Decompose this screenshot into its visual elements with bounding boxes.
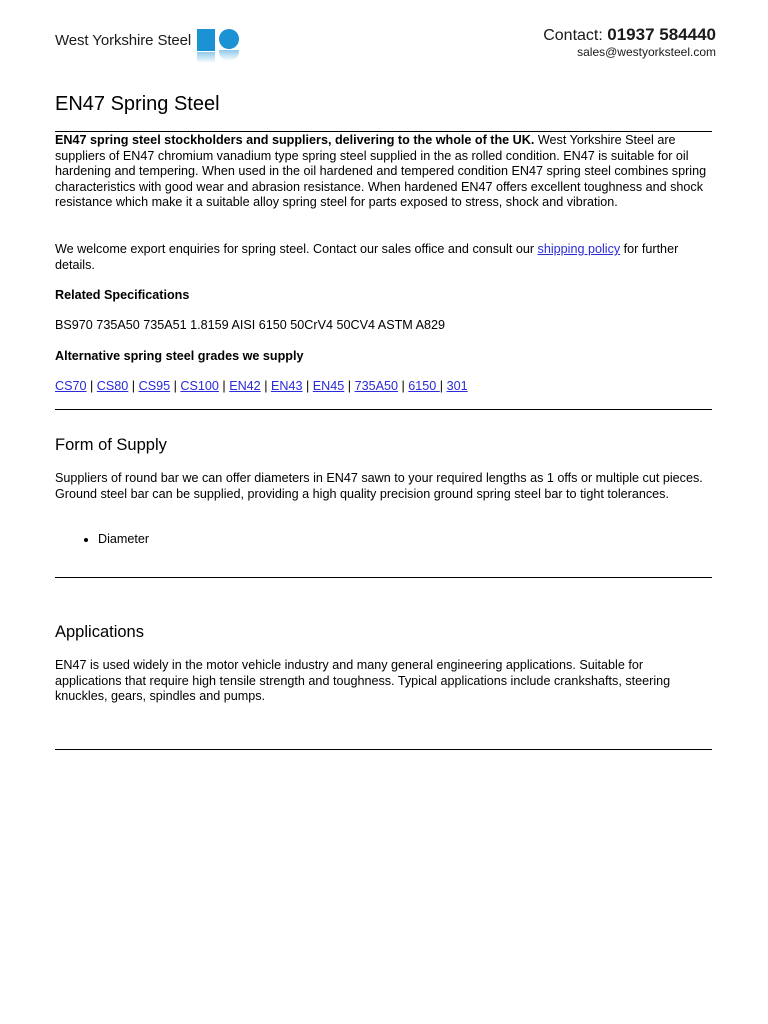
- alternatives-heading-block: [55, 349, 712, 365]
- intro-text: West Yorkshire Steel are suppliers of EN47 chromium vanadium type spring steel supplied in the as rolled condition. EN47 is suitable for oil hardening and tempering. When used in the oil hardened and tempered condition EN47 spring steel combines spring characteristics with good wear and abrasion resistance. When hardened EN47 offers excellent toughness and shock resistance which make it a suitable alloy spring steel for parts exposed to stress, shock and vibration.: [55, 133, 707, 209]
- applications-text: EN47 is used widely in the motor vehicle industry and many general engineering applications. Suitable for applications that require high tensile strength and toughness. Typical applications include crankshafts, steering knuckles, gears, spindles and pumps.: [55, 658, 671, 703]
- related-heading-block: [55, 288, 712, 304]
- header: [55, 0, 716, 70]
- contact-block: [543, 25, 716, 59]
- intro-lead: EN47 spring steel stockholders and suppliers, delivering to the whole of the UK.: [55, 133, 535, 147]
- divider: [55, 131, 712, 132]
- link-separator: |: [439, 379, 447, 393]
- applications-heading: Applications: [55, 623, 144, 641]
- supply-paragraph: [55, 471, 712, 502]
- company-logo[interactable]: [55, 29, 243, 65]
- grade-link-cs95[interactable]: CS95: [138, 379, 171, 393]
- supply-heading: Form of Supply: [55, 436, 167, 454]
- contact-email[interactable]: sales@westyorksteel.com: [577, 45, 716, 59]
- related-specs: [55, 318, 712, 334]
- link-separator: |: [344, 379, 355, 393]
- company-name: West Yorkshire Steel: [55, 32, 192, 49]
- link-separator: |: [128, 379, 139, 393]
- logo-mark-icon: [197, 29, 243, 65]
- export-paragraph: [55, 242, 712, 273]
- export-text-after: for further details.: [55, 242, 679, 272]
- link-separator: |: [170, 379, 181, 393]
- grade-links-row: [55, 379, 712, 395]
- divider: [55, 749, 712, 750]
- page: [55, 0, 716, 703]
- contact-label: Contact:: [543, 27, 603, 44]
- related-specs-text: BS970 735A50 735A51 1.8159 AISI 6150 50CrV4 50CV4 ASTM A829: [55, 318, 445, 332]
- grade-link-cs80[interactable]: CS80: [96, 379, 129, 393]
- grade-link-cs70[interactable]: CS70: [55, 379, 87, 393]
- grade-link-6150[interactable]: 6150: [408, 379, 440, 393]
- divider: [55, 409, 712, 410]
- contact-line: [543, 25, 716, 45]
- grade-link-301[interactable]: 301: [446, 379, 468, 393]
- phone-number[interactable]: 01937 584440: [607, 25, 716, 44]
- shipping-policy-link[interactable]: shipping policy: [537, 242, 621, 256]
- supply-text: Suppliers of round bar we can offer diameters in EN47 sawn to your required lengths as 1 offs or multiple cut pieces. Ground steel bar can be supplied, providing a high quality precision ground spring steel bar to tight tolerances.: [55, 471, 703, 501]
- grade-link-en45[interactable]: EN45: [312, 379, 345, 393]
- list-item: • Diameter: [98, 532, 712, 548]
- page-title: EN47 Spring Steel: [55, 93, 220, 115]
- grade-links: [55, 379, 712, 395]
- applications-paragraph: [55, 658, 712, 705]
- link-separator: |: [218, 379, 230, 393]
- supply-list: [55, 532, 712, 548]
- grade-link-en43[interactable]: EN43: [270, 379, 303, 393]
- divider: [55, 577, 712, 578]
- related-heading: Related Specifications: [55, 288, 190, 302]
- grade-link-cs100[interactable]: CS100: [180, 379, 219, 393]
- grade-link-735a50[interactable]: 735A50: [354, 379, 398, 393]
- link-separator: |: [302, 379, 313, 393]
- grade-link-en42[interactable]: EN42: [229, 379, 261, 393]
- link-separator: |: [86, 379, 97, 393]
- alternatives-heading: Alternative spring steel grades we supply: [55, 349, 304, 363]
- export-text-before: We welcome export enquiries for spring steel. Contact our sales office and consult our: [55, 242, 538, 256]
- link-separator: |: [260, 379, 271, 393]
- link-separator: |: [398, 379, 409, 393]
- intro-paragraph: [55, 133, 712, 211]
